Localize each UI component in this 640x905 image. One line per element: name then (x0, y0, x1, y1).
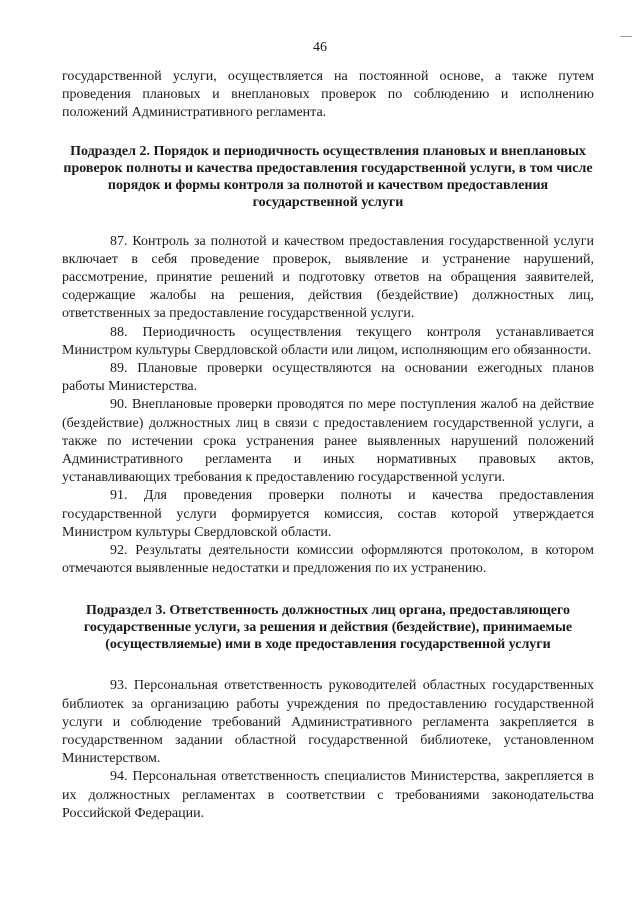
subsection-2-heading: Подраздел 2. Порядок и периодичность осуществления плановых и внеплановых проверок полноты и качества предоставления государственной услуги, в том числе порядок и формы контроля за полнотой и качеством предоставления государственной услуги (63, 143, 593, 210)
paragraph-93: 93. Персональная ответственность руководителей областных государственных библиотек за организацию работы учреждения по предоставлению государственной услуги и соблюдение требований Административного регламента закрепляется в государственном задании областной государственной библиотеке, установленном Министерством. (62, 678, 594, 767)
document-body (62, 68, 594, 823)
paragraph-88: 88. Периодичность осуществления текущего контроля устанавливается Министром культуры Свердловской области или лицом, исполняющим его обязанности. (62, 324, 594, 358)
corner-mark: — (620, 28, 632, 42)
paragraph-89: 89. Плановые проверки осуществляются на основании ежегодных планов работы Министерства. (62, 361, 594, 395)
paragraph-94: 94. Персональная ответственность специалистов Министерства, закрепляется в их должностных регламентах в соответствии с требованиями законодательства Российской Федерации. (62, 769, 594, 821)
paragraph-87: 87. Контроль за полнотой и качеством предоставления государственной услуги включает в себя проведение проверок, выявление и устранение нарушений, рассмотрение, принятие решений и подготовку ответов на обращения заявителей, содержащие жалобы на решения, действия (бездействие) должностных лиц, ответственных за предоставление государственной услуги. (62, 233, 594, 322)
page-number: 46 (313, 40, 327, 55)
intro-paragraph: государственной услуги, осуществляется на постоянной основе, а также путем проведения плановых и внеплановых проверок по соблюдению и исполнению положений Административного регламента. (62, 69, 594, 121)
paragraph-91: 91. Для проведения проверки полноты и качества предоставления государственной услуги формируется комиссия, состав которой утверждается Министром культуры Свердловской области. (62, 488, 594, 540)
subsection-3-heading: Подраздел 3. Ответственность должностных лиц органа, предоставляющего государственные услуги, за решения и действия (бездействие), принимаемые (осуществляемые) ими в ходе предоставления государственной услуги (83, 603, 573, 653)
paragraph-90: 90. Внеплановые проверки проводятся по мере поступления жалоб на действие (бездействие) должностных лиц в связи с предоставлением государственной услуги, а также по истечении срока устранения ранее выявленных нарушений положений Административного регламента и иных нормативных правовых актов, устанавливающих требования к предоставлению государственной услуги. (62, 397, 594, 486)
paragraph-92: 92. Результаты деятельности комиссии оформляются протоколом, в котором отмечаются выявленные недостатки и предложения по их устранению. (62, 543, 594, 577)
